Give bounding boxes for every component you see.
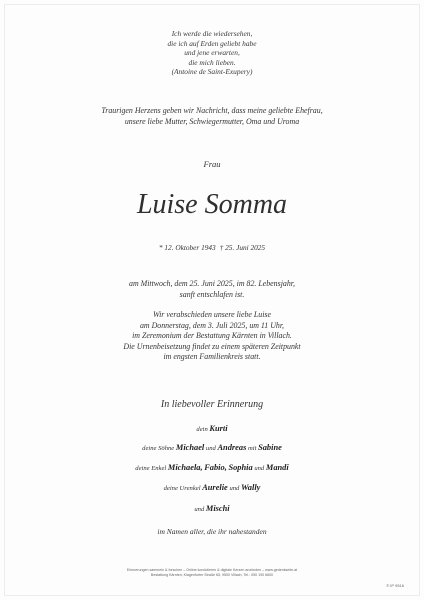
family-connector: mit [247,445,257,452]
family-closing: im Namen aller, die ihr nahestanden [157,527,267,536]
deceased-name: Luise Somma [136,189,288,220]
family-sons [0,443,424,452]
quote-line: die ich auf Erden geliebt habe [167,38,257,48]
family-prefix: und [194,506,205,513]
death-date: † 25. Juni 2025 [219,243,266,252]
family-connector: und [229,485,240,492]
funeral-line: Wir verabschieden unsere liebe Luise [152,310,272,319]
life-dates [0,243,424,252]
quote-author: (Antoine de Saint-Exupery) [171,67,253,77]
funeral-line: am Donnerstag, dem 3. Juli 2025, um 11 Uhr, [139,320,285,330]
passing-line: am Mittwoch, dem 25. Juni 2025, im 82. Lebensjahr, [129,279,295,288]
family-prefix: deine Enkel [135,465,167,472]
footer-info [0,568,424,578]
family-name: Mandi [265,463,289,472]
announcement-intro [0,106,424,127]
family-other [0,504,424,513]
passing-notice [0,279,424,300]
family-name: Fabio, [204,463,227,472]
family-prefix: deine Urenkel [163,485,201,492]
quote-line: und jene erwarten, [184,48,240,58]
funeral-details [0,310,424,363]
family-greatgrandchildren [0,483,424,492]
intro-line: Traurigen Herzens geben wir Nachricht, dass meine geliebte Ehefrau, [101,106,323,115]
family-name: Michael [175,443,205,452]
family-name: Sabine [258,443,282,452]
funeral-line: im Zeremonium der Bestattung Kärnten in Villach. [132,331,292,341]
family-connector: und [254,465,265,472]
family-name: Andreas [217,443,247,452]
intro-line: unsere liebe Mutter, Schwiegermutter, Oma und Uroma [124,116,300,126]
footer-line: Bestattung Kärnten, Klagenfurter Straße 65, 9500 Villach, Tel.: 050 190 6600 [150,573,274,577]
footer-line: Erinnerungen sammeln & forschen – Online kondolieren & digitale Kerzen anzünden – www.gedenkseite.at [126,568,298,572]
family-prefix: deine Söhne [142,445,175,452]
salutation: Frau [203,159,221,169]
family-name: Kurti [209,424,228,433]
birth-date: * 12. Oktober 1943 [158,243,216,252]
family-name: Michaela, [167,463,203,472]
memorial-quote [0,29,424,77]
memory-heading: In liebevoller Erinnerung [160,399,264,410]
family-grandchildren [0,463,424,472]
quote-line: die mich lieben. [188,57,236,67]
family-husband [0,424,424,433]
family-prefix: dein [196,426,208,433]
copyright-mark: © IP 9516 [386,583,404,588]
family-name: Mischi [205,504,230,513]
passing-line: sanft entschlafen ist. [179,289,245,299]
family-name: Aurelie [202,483,228,492]
family-name: Sophia [228,463,253,472]
funeral-line: im engsten Familienkreis statt. [163,352,261,362]
quote-line: Ich werde die wiedersehen, [171,29,253,38]
family-name: Wally [240,483,261,492]
funeral-line: Die Urnenbeisetzung findet zu einem späteren Zeitpunkt [123,341,301,351]
family-connector: und [205,445,216,452]
